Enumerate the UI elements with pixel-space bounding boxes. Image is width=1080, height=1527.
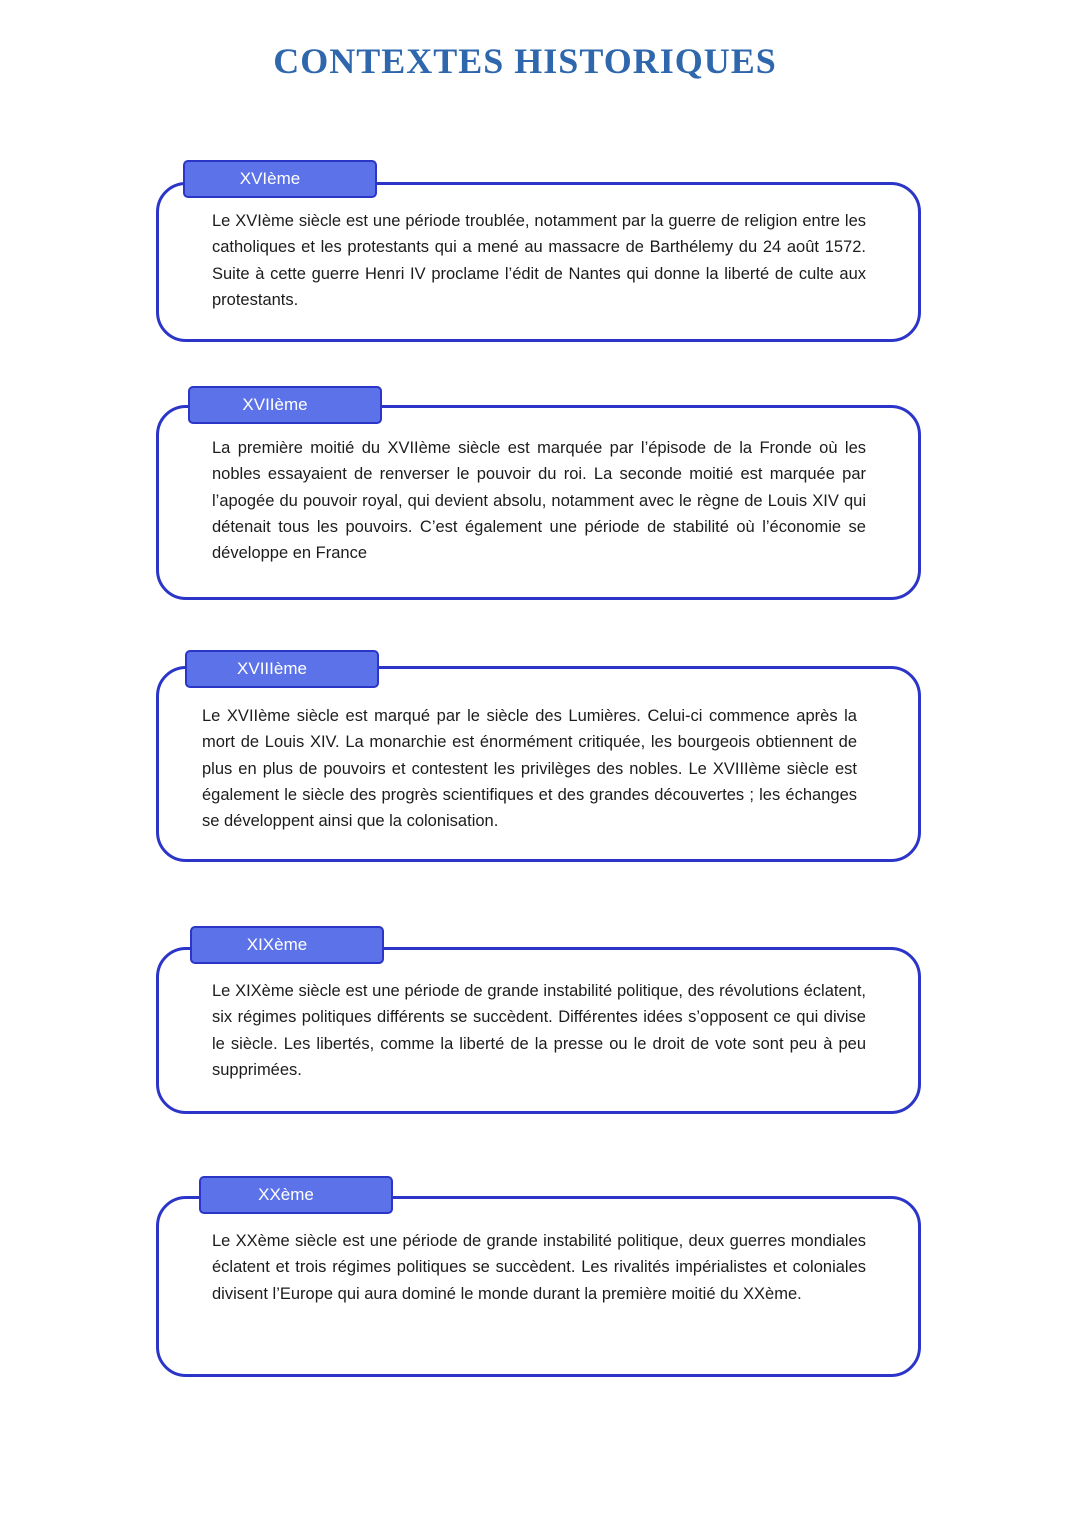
- section-tab: [190, 926, 384, 964]
- section-tab: [183, 160, 377, 198]
- section-text: Le XVIIème siècle est marqué par le siècle des Lumières. Celui-ci commence après la mort de Louis XIV. La monarchie est énormément critiquée, les bourgeois obtiennent de plus en plus de pouvoirs et contestent les privilèges des nobles. Le XVIIIème siècle est également le siècle des progrès scientifiques et des grandes découvertes ; les échanges se développent ainsi que la colonisation.: [202, 707, 857, 831]
- section-tab: [185, 650, 379, 688]
- section-label: XVIIème: [242, 395, 308, 414]
- section-xvieme: [156, 160, 921, 342]
- section-text: La première moitié du XVIIème siècle est marquée par l’épisode de la Fronde où les nobles essayaient de renverser le pouvoir du roi. La seconde moitié est marquée par l’apogée du pouvoir royal, qui devient absolu, notamment avec le règne de Louis XIV qui détenait tous les pouvoirs. C’est également une période de stabilité où l’économie se développe en France: [212, 439, 866, 563]
- section-text: Le XXème siècle est une période de grande instabilité politique, deux guerres mondiales éclatent et trois régimes politiques se succèdent. Les rivalités impérialistes et coloniales divisent l’Europe qui aura dominé le monde durant la première moitié du XXème.: [212, 1232, 866, 1303]
- section-xxeme: [156, 1176, 921, 1377]
- page-title: CONTEXTES HISTORIQUES: [273, 41, 777, 81]
- section-tab: [188, 386, 382, 424]
- section-label: XVIème: [239, 169, 301, 188]
- section-text: Le XIXème siècle est une période de grande instabilité politique, des révolutions éclatent, six régimes politiques différents se succèdent. Différentes idées s’opposent ce qui divise le siècle. Les libertés, comme la liberté de la presse ou le droit de vote sont peu à peu supprimées.: [212, 982, 866, 1079]
- section-xviiieme: [156, 650, 921, 862]
- section-text: Le XVIème siècle est une période troublée, notamment par la guerre de religion entre les catholiques et les protestants qui a mené au massacre de Barthélemy du 24 août 1572. Suite à cette guerre Henri IV proclame l’édit de Nantes qui donne la liberté de culte aux protestants.: [212, 212, 866, 309]
- section-xixeme: [156, 926, 921, 1114]
- section-label: XVIIIème: [237, 659, 307, 678]
- section-label: XXème: [258, 1185, 314, 1204]
- section-tab: [199, 1176, 393, 1214]
- section-label: XIXème: [246, 935, 308, 954]
- section-xviieme: [156, 386, 921, 600]
